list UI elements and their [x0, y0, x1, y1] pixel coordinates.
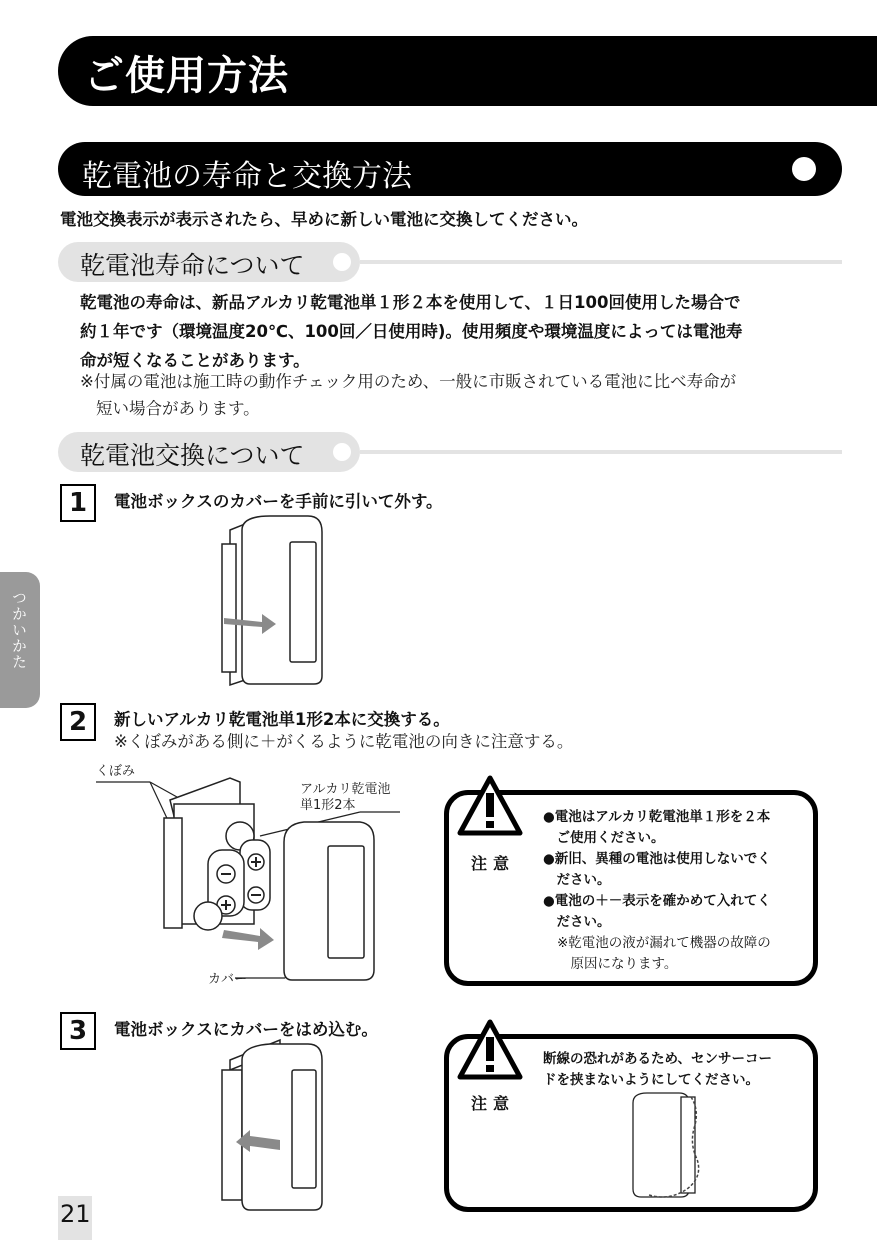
caution-box-1 [444, 790, 818, 986]
exchange-heading [58, 432, 842, 472]
remove-cover-illustration [210, 510, 340, 690]
caution-label: 注意 [471, 854, 516, 873]
side-tab-label: つかいかた [10, 590, 28, 670]
bullet-dot-icon [792, 157, 816, 181]
page-number-tab [58, 1196, 92, 1240]
step-3-text: 電池ボックスにカバーをはめ込む。 [114, 1020, 378, 1039]
caution-1-text [543, 807, 771, 975]
life-note-line: 短い場合があります。 [96, 399, 260, 418]
caution-note: ※乾電池の液が漏れて機器の故障の [557, 935, 771, 951]
exchange-heading-text: 乾電池交換について [80, 441, 305, 470]
step-2-number: 2 [60, 703, 96, 741]
sensor-cord-illustration [625, 1089, 705, 1205]
label-battery-1: アルカリ乾電池 [300, 782, 391, 797]
label-battery-2: 単1形2本 [300, 798, 356, 813]
section-title-bar [58, 142, 842, 196]
heading-dot-icon [333, 253, 351, 271]
caution-item: ●新旧、異種の電池は使用しないでく [543, 851, 771, 867]
page-title: ご使用方法 [84, 53, 289, 99]
caution-item: ●電池はアルカリ乾電池単１形を２本 [543, 809, 771, 825]
side-tab [0, 572, 40, 708]
heading-dot-icon [333, 443, 351, 461]
step-1-number: 1 [60, 484, 96, 522]
life-line: 約１年です（環境温度20℃、100回／日使用時)。使用頻度や環境温度によっては電池寿 [80, 322, 743, 341]
label-kubomi: くぼみ [96, 764, 136, 779]
heading-rule [360, 260, 842, 264]
caution-item: ださい。 [543, 872, 611, 888]
section-title: 乾電池の寿命と交換方法 [82, 159, 412, 194]
step-2-text: 新しいアルカリ乾電池単1形2本に交換する。 [114, 710, 450, 729]
battery-replace-illustration [90, 770, 410, 985]
caution-item: ご使用ください。 [543, 830, 665, 846]
step-1-text: 電池ボックスのカバーを手前に引いて外す。 [114, 492, 443, 511]
step-3-number: 3 [60, 1012, 96, 1050]
page-number: 21 [60, 1200, 91, 1228]
life-line: 乾電池の寿命は、新品アルカリ乾電池単１形２本を使用して、１日100回使用した場合で [80, 293, 741, 312]
life-heading [58, 242, 842, 282]
caution-note: 原因になります。 [557, 956, 678, 972]
caution-2-text [543, 1049, 772, 1091]
life-line: 命が短くなることがあります。 [80, 351, 310, 370]
caution-line: 断線の恐れがあるため、センサーコー [543, 1051, 772, 1067]
heading-rule [360, 450, 842, 454]
life-heading-text: 乾電池寿命について [80, 251, 305, 280]
warning-triangle-icon [457, 775, 523, 837]
page-header [58, 36, 877, 106]
warning-triangle-icon [457, 1019, 523, 1081]
label-cover: カバー [208, 972, 248, 987]
intro-text: 電池交換表示が表示されたら、早めに新しい電池に交換してください。 [60, 210, 588, 229]
life-note [80, 368, 736, 422]
caution-label: 注意 [471, 1094, 516, 1113]
caution-line: ドを挟まないようにしてください。 [543, 1072, 759, 1088]
arrow-out-icon [222, 928, 274, 950]
life-body [80, 288, 742, 375]
caution-item: ださい。 [543, 914, 611, 930]
step-2-note: ※くぼみがある側に＋がくるように乾電池の向きに注意する。 [114, 732, 574, 751]
life-note-line: ※付属の電池は施工時の動作チェック用のため、一般に市販されている電池に比べ寿命が [80, 372, 737, 391]
caution-item: ●電池の＋－表示を確かめて入れてく [543, 893, 771, 909]
attach-cover-illustration [210, 1036, 340, 1216]
caution-box-2 [444, 1034, 818, 1212]
